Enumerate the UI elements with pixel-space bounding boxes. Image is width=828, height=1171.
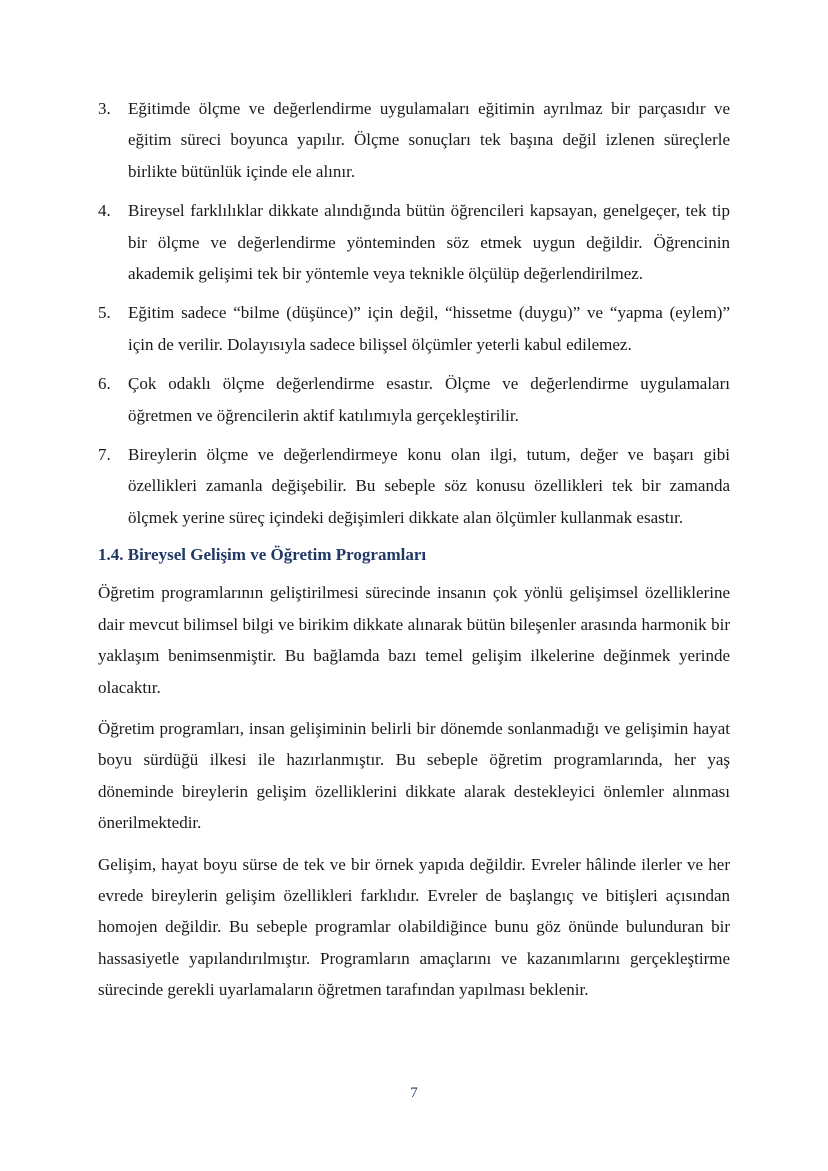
paragraph: Öğretim programlarının geliştirilmesi sürecinde insanın çok yönlü gelişimsel özelliklerine dair mevcut bilimsel bilgi ve birikim dikkate alınarak bütün bileşenler arasında harmonik bir yaklaşım benimsenmiştir. Bu bağlamda bazı temel gelişim ilkelerine değinmek yerinde olacaktır. (98, 583, 730, 697)
page-content (98, 93, 730, 1016)
list-number: 4. (98, 201, 111, 221)
list-item (98, 439, 730, 533)
list-number: 7. (98, 445, 111, 465)
list-item (98, 368, 730, 431)
list-text: Bireylerin ölçme ve değerlendirmeye konu olan ilgi, tutum, değer ve başarı gibi özellikleri zamanla değişebilir. Bu sebeple söz konusu özellikleri tek bir zamanda ölçmek yerine süreç içindeki değişimleri dikkate alan ölçümler kullanmak esastır. (128, 445, 730, 527)
list-item (98, 93, 730, 187)
section-heading: 1.4. Bireysel Gelişim ve Öğretim Programları (98, 545, 427, 565)
list-number: 6. (98, 374, 111, 394)
page-number: 7 (410, 1085, 418, 1101)
list-text: Eğitim sadece “bilme (düşünce)” için değil, “hissetme (duygu)” ve “yapma (eylem)” için de verilir. Dolayısıyla sadece bilişsel ölçümler yeterli kabul edilemez. (128, 303, 730, 354)
paragraph: Gelişim, hayat boyu sürse de tek ve bir örnek yapıda değildir. Evreler hâlinde ilerler ve her evrede bireylerin gelişim özellikleri farklıdır. Evreler de başlangıç ve bitişleri açısından homojen değildir. Bu sebeple programlar olabildiğince bunu göz önünde bulunduran bir hassasiyetle yapılandırılmıştır. Programların amaçlarını ve kazanımlarını gerçekleştirme sürecinde gerekli uyarlamaların öğretmen tarafından yapılması beklenir. (98, 854, 730, 1000)
list-text: Çok odaklı ölçme değerlendirme esastır. Ölçme ve değerlendirme uygulamaları öğretmen ve öğrencilerin aktif katılımıyla gerçekleştirilir. (128, 374, 730, 425)
list-text: Bireysel farklılıklar dikkate alındığında bütün öğrencileri kapsayan, genelgeçer, tek tip bir ölçme ve değerlendirme yönteminden söz etmek uygun değildir. Öğrencinin akademik gelişimi tek bir yöntemle veya teknikle ölçülüp değerlendirilmez. (128, 201, 730, 284)
list-item (98, 195, 730, 289)
list-number: 3. (98, 99, 111, 118)
list-text: Eğitimde ölçme ve değerlendirme uygulamaları eğitimin ayrılmaz bir parçasıdır ve eğitim süreci boyunca yapılır. Ölçme sonuçları tek başına değil izlenen süreçlerle birlikte bütünlük içinde ele alınır. (128, 99, 730, 181)
list-item (98, 297, 730, 360)
list-number: 5. (98, 303, 111, 323)
paragraph: Öğretim programları, insan gelişiminin belirli bir dönemde sonlanmadığı ve gelişimin hayat boyu sürdüğü ilkesi ile hazırlanmıştır. Bu sebeple öğretim programlarında, her yaş döneminde bireylerin gelişim özelliklerini dikkate alarak destekleyici önlemler alınması önerilmektedir. (98, 718, 730, 833)
principles-list (98, 93, 730, 533)
